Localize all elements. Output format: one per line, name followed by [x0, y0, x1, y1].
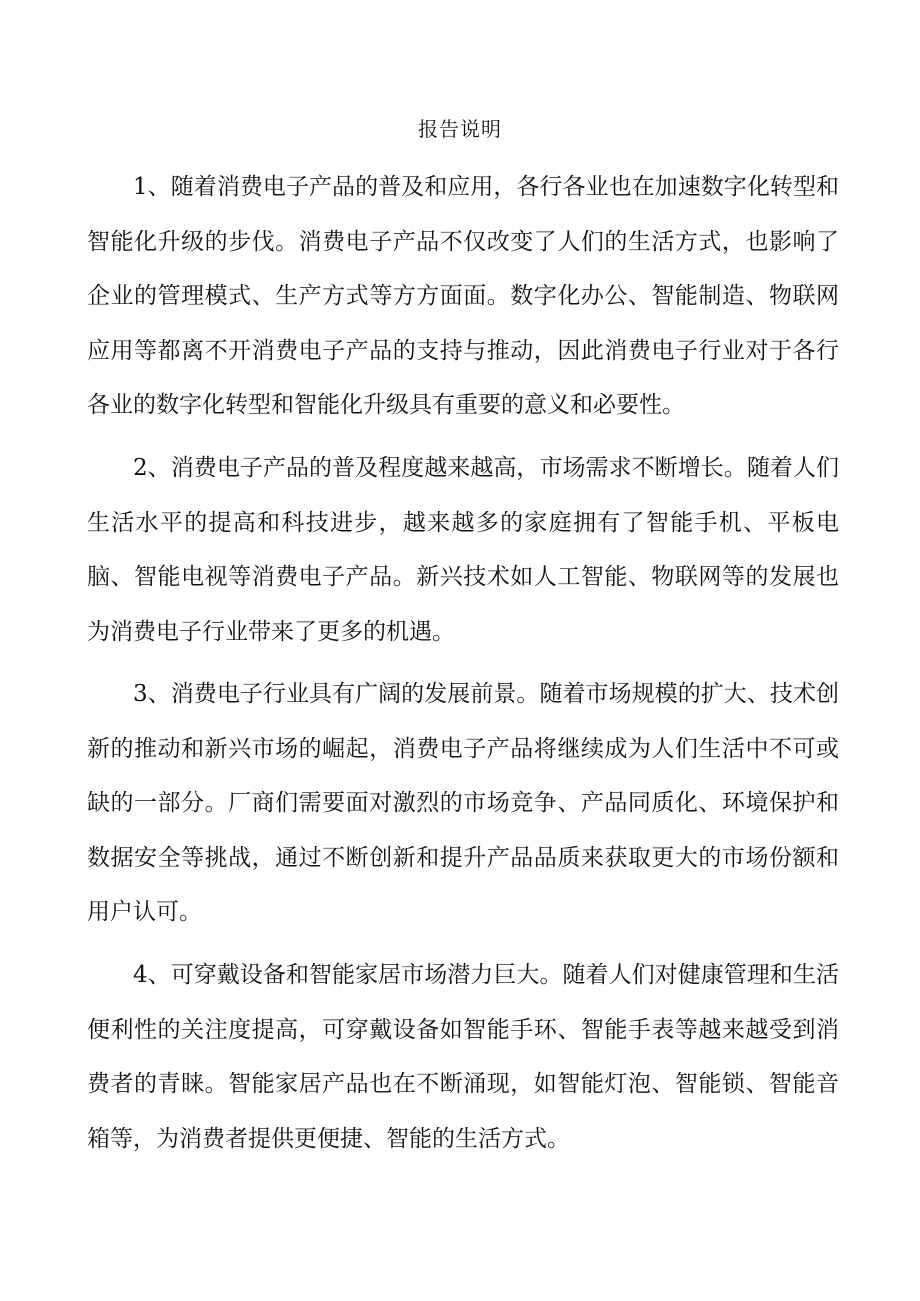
paragraph-4: 4、可穿戴设备和智能家居市场潜力巨大。随着人们对健康管理和生活便利性的关注度提高，可穿戴设备如智能手环、智能手表等越来越受到消费者的青睐。智能家居产品也在不断涌现，如智能灯泡、智能锁、智能音箱等，为消费者提供更便捷、智能的生活方式。	[87, 962, 839, 1152]
page-title: 报告说明	[418, 117, 502, 141]
paragraph-2: 2、消费电子产品的普及程度越来越高，市场需求不断增长。随着人们生活水平的提高和科技进步，越来越多的家庭拥有了智能手机、平板电脑、智能电视等消费电子产品。新兴技术如人工智能、物联网等的发展也为消费电子行业带来了更多的机遇。	[87, 455, 839, 645]
paragraph-1: 1、随着消费电子产品的普及和应用，各行各业也在加速数字化转型和智能化升级的步伐。消费电子产品不仅改变了人们的生活方式，也影响了企业的管理模式、生产方式等方方面面。数字化办公、智能制造、物联网应用等都离不开消费电子产品的支持与推动，因此消费电子行业对于各行各业的数字化转型和智能化升级具有重要的意义和必要性。	[87, 174, 839, 418]
paragraph-3: 3、消费电子行业具有广阔的发展前景。随着市场规模的扩大、技术创新的推动和新兴市场的崛起，消费电子产品将继续成为人们生活中不可或缺的一部分。厂商们需要面对激烈的市场竞争、产品同质化、环境保护和数据安全等挑战，通过不断创新和提升产品品质来获取更大的市场份额和用户认可。	[87, 681, 839, 925]
